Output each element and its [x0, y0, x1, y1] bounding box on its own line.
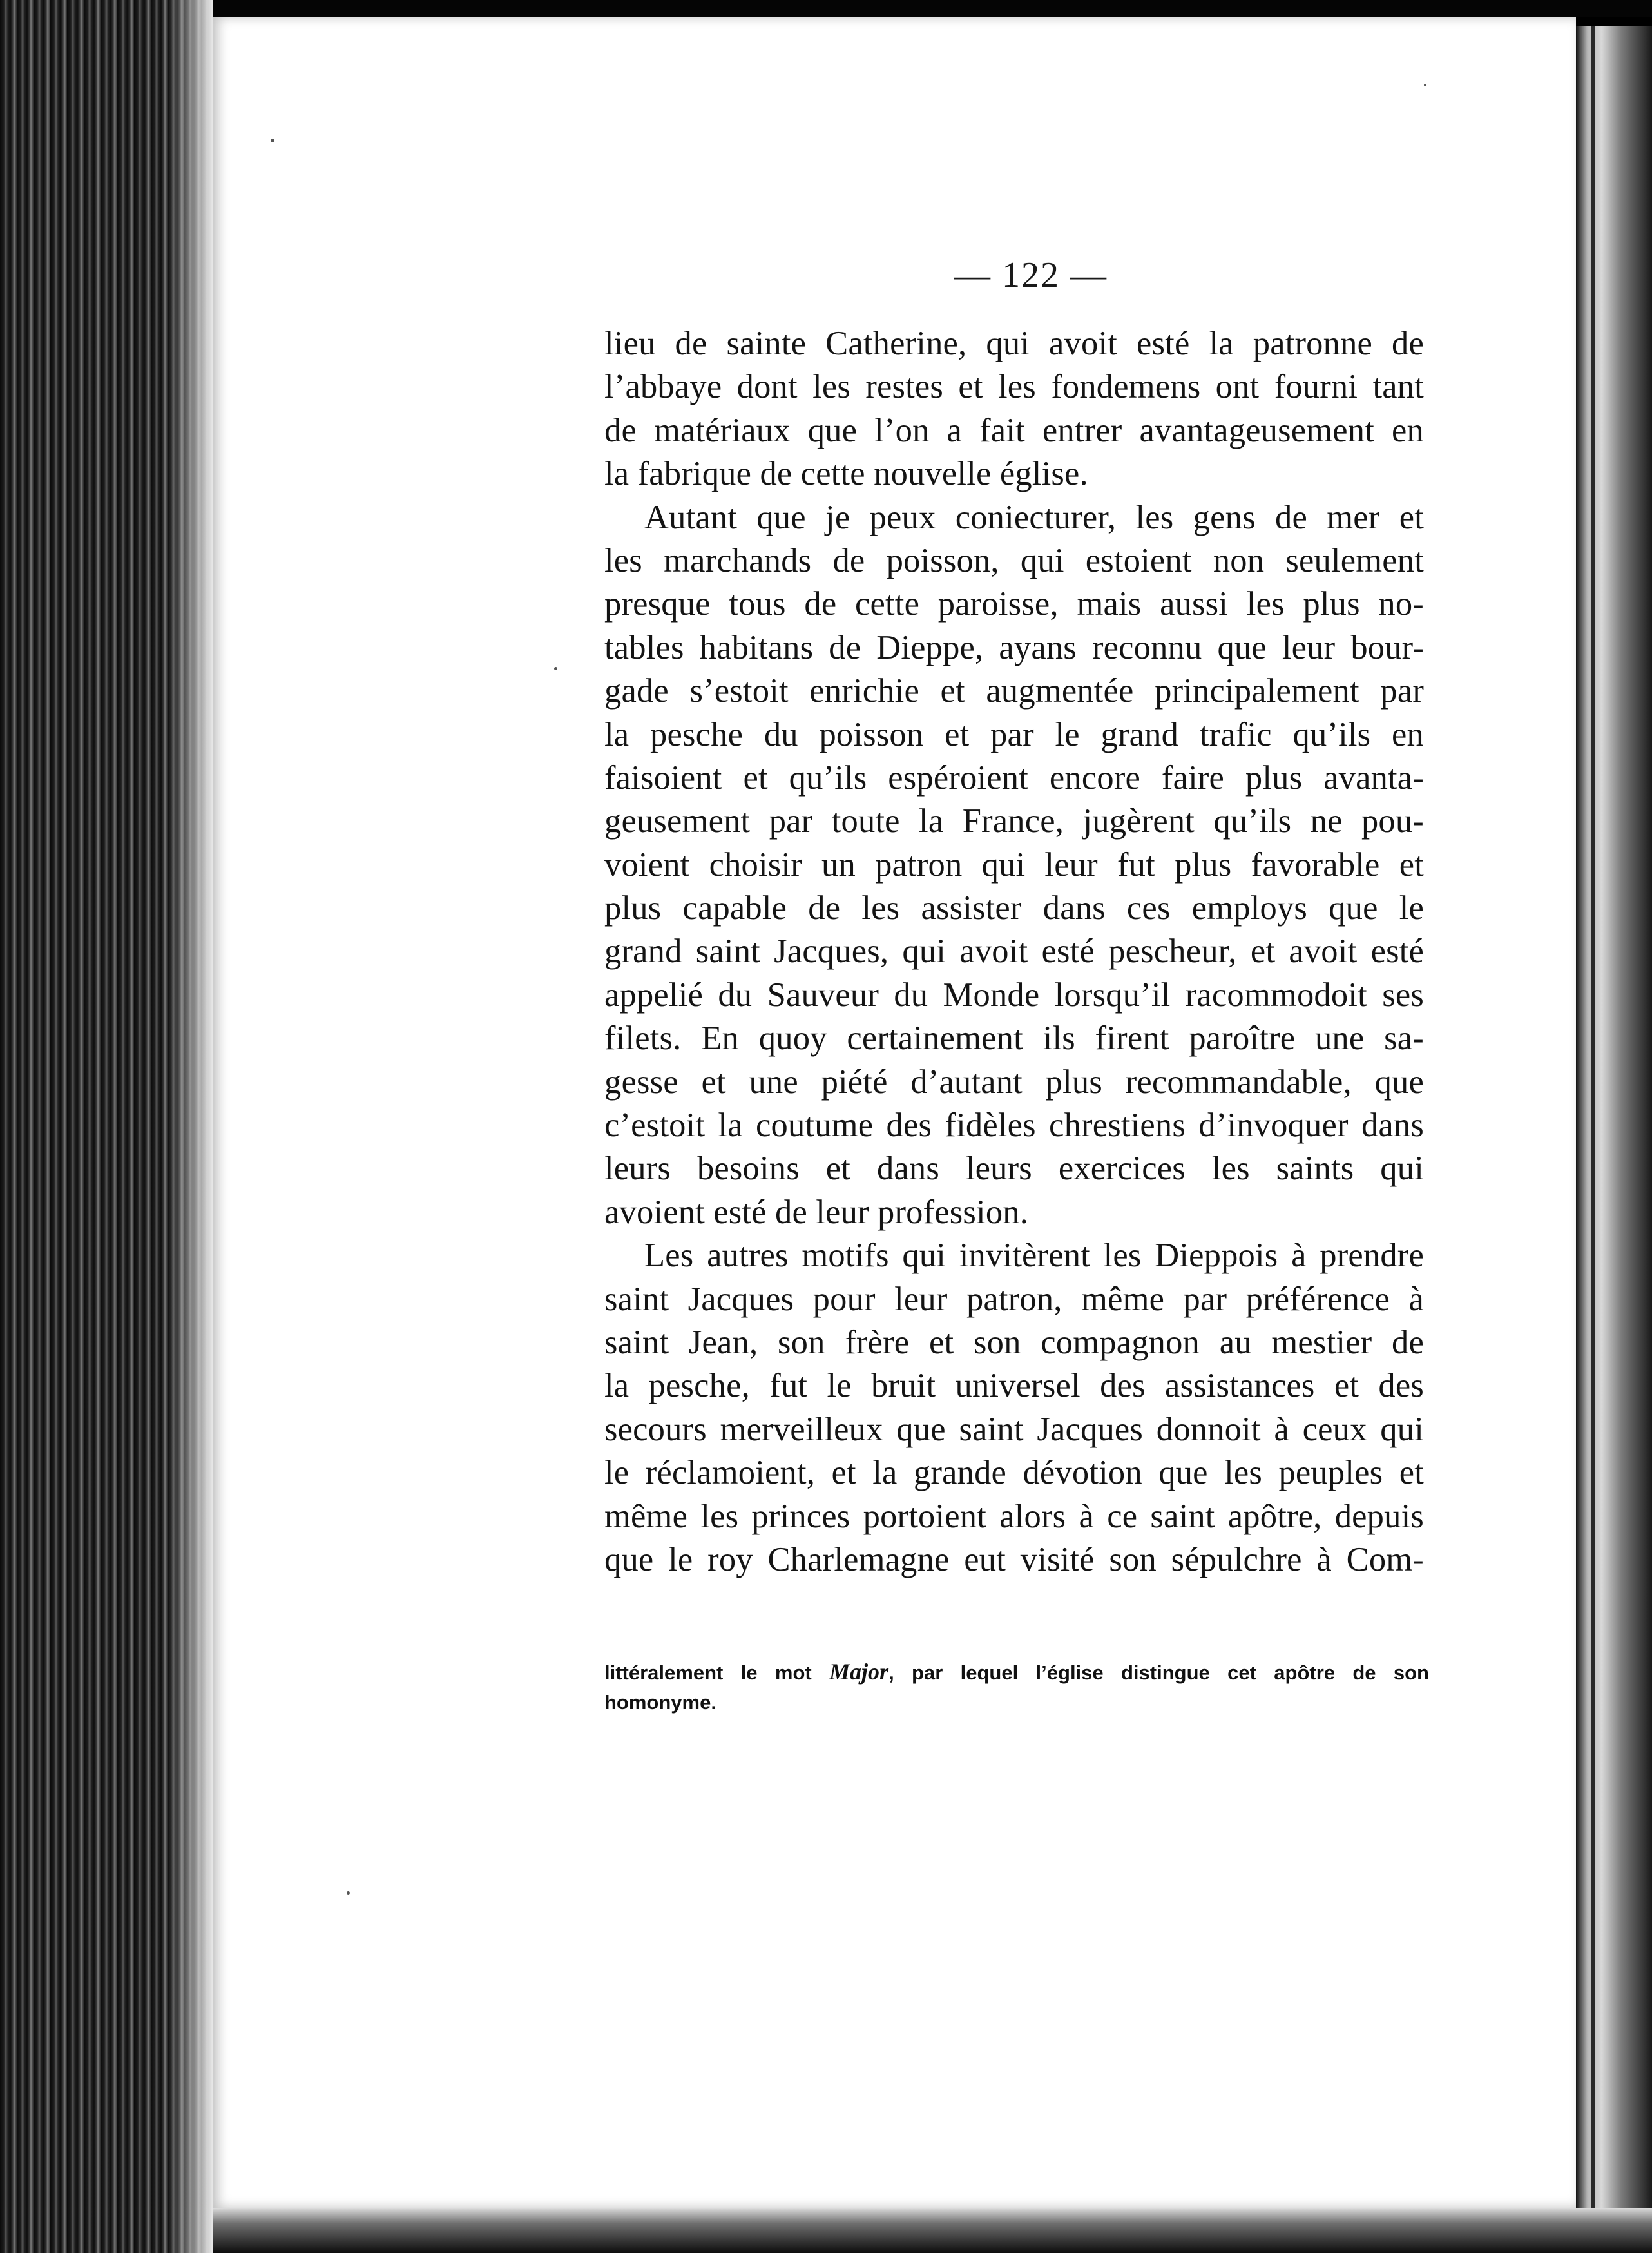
book-page-edge-right [1576, 26, 1652, 2253]
text-line: lieu de sainte Catherine, qui avoit esté la patronne de [604, 325, 1424, 362]
text-line: Les autres motifs qui invitèrent les Dieppois à prendre [644, 1237, 1424, 1275]
text-line: appelié du Sauveur du Monde lorsqu’il racommodoit ses [604, 976, 1424, 1014]
text-line: secours merveilleux que saint Jacques donnoit à ceux qui [604, 1410, 1424, 1448]
text-line: leurs besoins et dans leurs exercices les saints qui [604, 1150, 1424, 1188]
text-line: gade s’estoit enrichie et augmentée principalement par [604, 672, 1424, 710]
text-line: plus capable de les assister dans ces employs que le [604, 889, 1424, 927]
footnote [604, 1656, 1429, 1718]
text-line: que le roy Charlemagne eut visité son sépulchre à Com- [604, 1540, 1424, 1578]
text-line: saint Jacques pour leur patron, même par préférence à [604, 1280, 1424, 1318]
text-line: la pesche du poisson et par le grand trafic qu’ils en [604, 715, 1424, 753]
paper-speck [271, 139, 274, 142]
text-line: de matériaux que l’on a fait entrer avantageusement en [604, 411, 1424, 449]
text-line: tables habitans de Dieppe, ayans reconnu que leur bour- [604, 628, 1424, 666]
footnote-line: homonyme. [604, 1691, 716, 1714]
text-line: grand saint Jacques, qui avoit esté pescheur, et avoit esté [604, 933, 1424, 971]
page-number: — 122 — [954, 255, 1108, 295]
book-page-edge-line [1591, 26, 1595, 2230]
text-line: Autant que je peux coniecturer, les gens de mer et [644, 498, 1424, 536]
footnote-text: , par lequel l’église distingue cet apôtre de son [888, 1661, 1429, 1684]
text-line: les marchands de poisson, qui estoient non seulement [604, 541, 1424, 579]
text-line: même les princes portoient alors à ce saint apôtre, depuis [604, 1497, 1424, 1535]
paper-speck [554, 667, 557, 670]
text-line: la fabrique de cette nouvelle église. [604, 455, 1088, 493]
text-line: presque tous de cette paroisse, mais aussi les plus no- [604, 585, 1424, 623]
book-page-edges-left [0, 0, 213, 2253]
paper-speck [347, 1891, 350, 1895]
paper-speck [1424, 84, 1426, 86]
footnote-italic-term: Major [829, 1659, 889, 1685]
text-line: filets. En quoy certainement ils firent paroître une sa- [604, 1020, 1424, 1058]
text-line: l’abbaye dont les restes et les fondemens ont fourni tant [604, 368, 1424, 406]
text-line: geusement par toute la France, jugèrent qu’ils ne pou- [604, 802, 1424, 840]
text-line: voient choisir un patron qui leur fut plus favorable et [604, 846, 1424, 884]
text-line: gesse et une piété d’autant plus recommandable, que [604, 1063, 1424, 1101]
text-line: faisoient et qu’ils espéroient encore faire plus avanta- [604, 759, 1424, 797]
footnote-line [604, 1656, 1429, 1687]
scan-border-top [0, 0, 1652, 17]
text-line: saint Jean, son frère et son compagnon au mestier de [604, 1323, 1424, 1361]
footnote-text: littéralement le mot [604, 1661, 830, 1684]
text-line: avoient esté de leur profession. [604, 1193, 1029, 1231]
text-line: le réclamoient, et la grande dévotion que les peuples et [604, 1454, 1424, 1492]
text-line: la pesche, fut le bruit universel des assistances et des [604, 1367, 1424, 1405]
body-text [604, 322, 1424, 1581]
text-line: c’estoit la coutume des fidèles chrestiens d’invoquer dans [604, 1107, 1424, 1145]
book-page-edge-bottom [213, 2208, 1652, 2253]
